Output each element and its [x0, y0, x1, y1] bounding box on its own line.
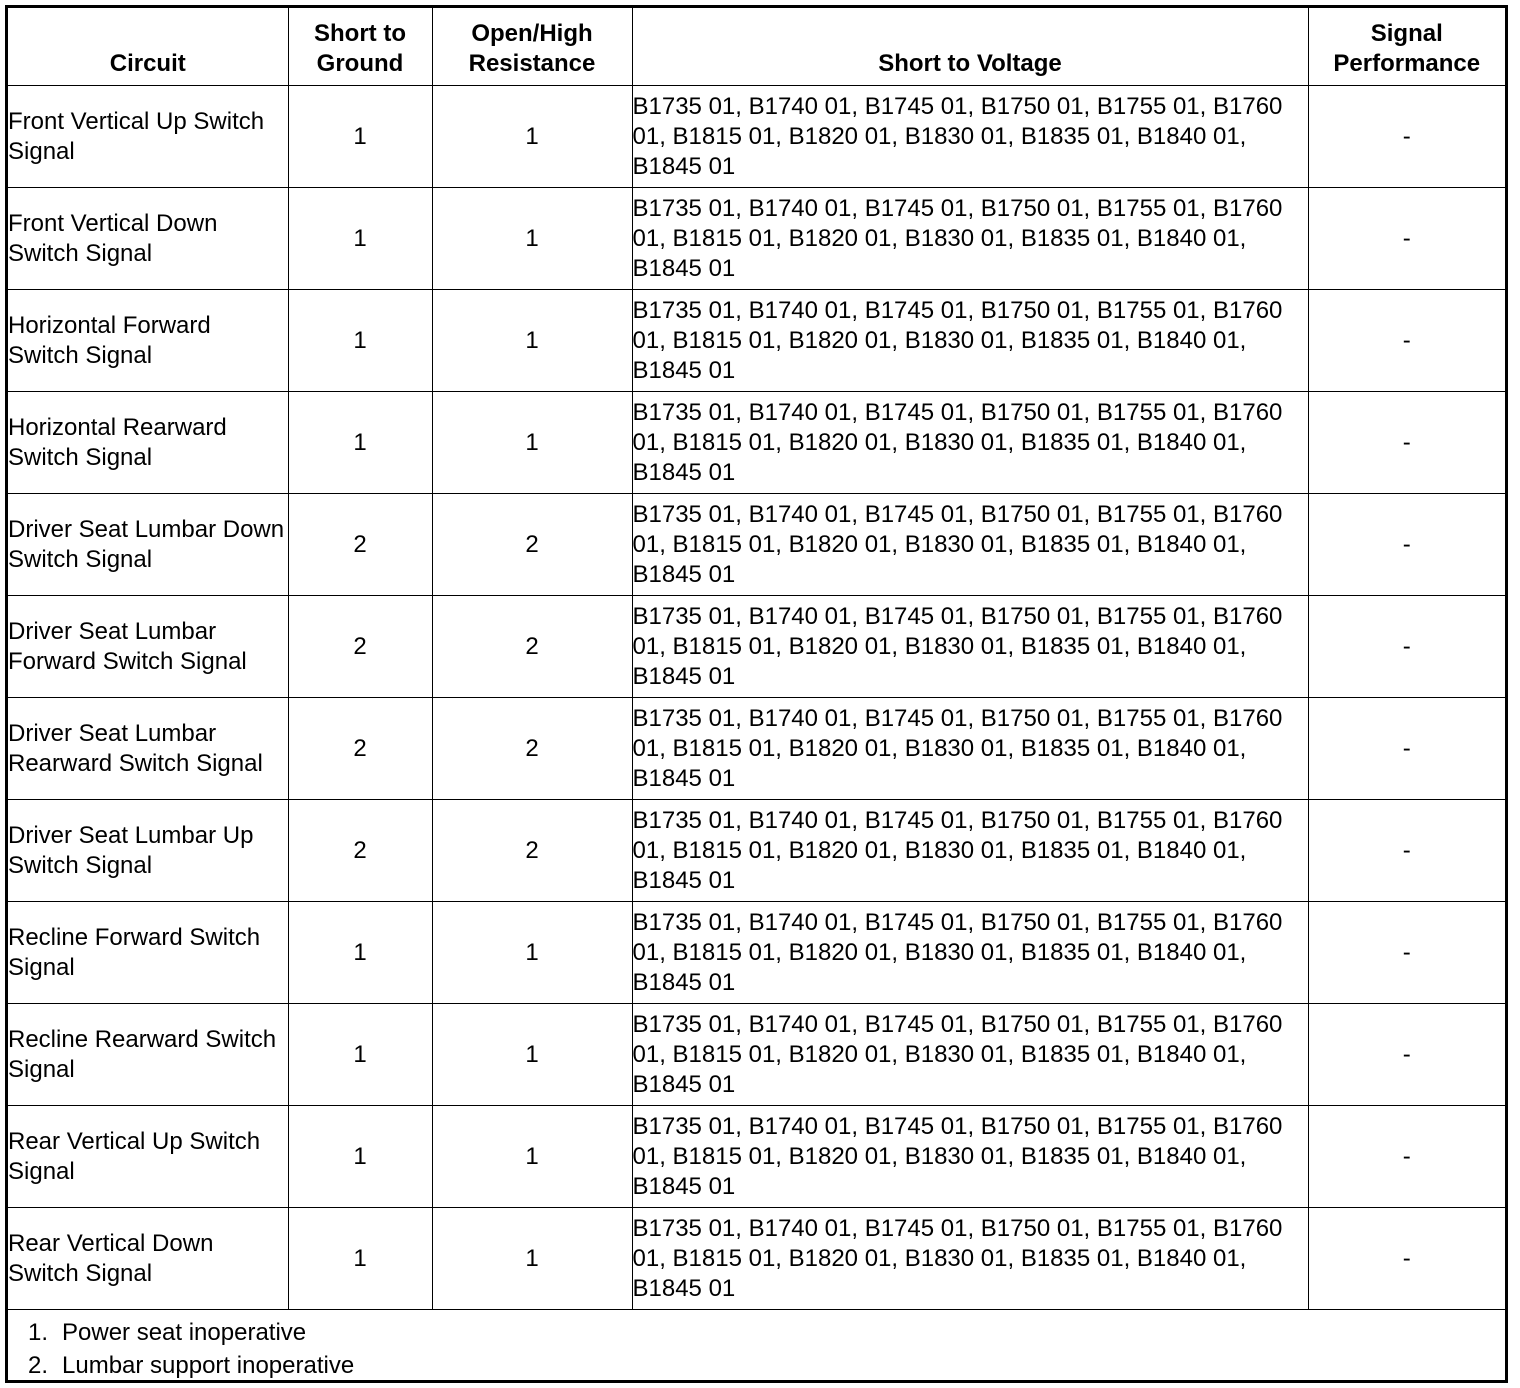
circuit-cell: Rear Vertical Up Switch Signal [8, 1106, 288, 1208]
circuit-cell: Recline Forward Switch Signal [8, 902, 288, 1004]
short-to-ground-cell: 2 [288, 596, 432, 698]
circuit-cell: Front Vertical Up Switch Signal [8, 86, 288, 188]
short-to-ground-cell: 2 [288, 800, 432, 902]
short-to-voltage-cell: B1735 01, B1740 01, B1745 01, B1750 01, B1755 01, B1760 01, B1815 01, B1820 01, B1830 01, B1835 01, B1840 01, B1845 01 [632, 188, 1308, 290]
signal-performance-cell: - [1308, 290, 1505, 392]
open-high-resistance-cell: 1 [432, 1208, 632, 1310]
short-to-voltage-cell: B1735 01, B1740 01, B1745 01, B1750 01, B1755 01, B1760 01, B1815 01, B1820 01, B1830 01, B1835 01, B1840 01, B1845 01 [632, 290, 1308, 392]
table-header-row [8, 8, 1505, 86]
short-to-ground-cell: 2 [288, 698, 432, 800]
footnote-text: Power seat inoperative [62, 1319, 307, 1346]
table-row [8, 290, 1505, 392]
open-high-resistance-cell: 1 [432, 902, 632, 1004]
open-high-resistance-cell: 2 [432, 494, 632, 596]
circuit-cell: Driver Seat Lumbar Down Switch Signal [8, 494, 288, 596]
table-row [8, 1106, 1505, 1208]
short-to-ground-cell: 1 [288, 188, 432, 290]
table-row [8, 596, 1505, 698]
table-row [8, 86, 1505, 188]
short-to-ground-cell: 1 [288, 290, 432, 392]
open-high-resistance-cell: 2 [432, 698, 632, 800]
short-to-ground-cell: 1 [288, 902, 432, 1004]
table-row [8, 902, 1505, 1004]
table-row [8, 698, 1505, 800]
short-to-voltage-cell: B1735 01, B1740 01, B1745 01, B1750 01, B1755 01, B1760 01, B1815 01, B1820 01, B1830 01, B1835 01, B1840 01, B1845 01 [632, 494, 1308, 596]
short-to-voltage-cell: B1735 01, B1740 01, B1745 01, B1750 01, B1755 01, B1760 01, B1815 01, B1820 01, B1830 01, B1835 01, B1840 01, B1845 01 [632, 392, 1308, 494]
footnote-number: 2. [28, 1352, 49, 1379]
footnote-item [8, 1349, 1505, 1382]
circuit-cell: Driver Seat Lumbar Forward Switch Signal [8, 596, 288, 698]
signal-performance-cell: - [1308, 1004, 1505, 1106]
signal-performance-cell: - [1308, 902, 1505, 1004]
circuit-cell: Recline Rearward Switch Signal [8, 1004, 288, 1106]
signal-performance-cell: - [1308, 188, 1505, 290]
open-high-resistance-cell: 2 [432, 800, 632, 902]
circuit-cell: Rear Vertical Down Switch Signal [8, 1208, 288, 1310]
short-to-ground-cell: 1 [288, 1208, 432, 1310]
signal-performance-cell: - [1308, 698, 1505, 800]
header-short-to-ground: Short to Ground [288, 8, 432, 86]
circuit-cell: Driver Seat Lumbar Rearward Switch Signal [8, 698, 288, 800]
open-high-resistance-cell: 1 [432, 1106, 632, 1208]
footnote-text: Lumbar support inoperative [62, 1352, 355, 1379]
signal-performance-cell: - [1308, 800, 1505, 902]
header-open-high-resistance: Open/High Resistance [432, 8, 632, 86]
circuit-diagnostic-table [8, 8, 1505, 1310]
short-to-ground-cell: 2 [288, 494, 432, 596]
table-row [8, 1208, 1505, 1310]
short-to-voltage-cell: B1735 01, B1740 01, B1745 01, B1750 01, B1755 01, B1760 01, B1815 01, B1820 01, B1830 01, B1835 01, B1840 01, B1845 01 [632, 86, 1308, 188]
footnote-number: 1. [28, 1319, 49, 1346]
circuit-cell: Horizontal Forward Switch Signal [8, 290, 288, 392]
signal-performance-cell: - [1308, 494, 1505, 596]
circuit-cell: Driver Seat Lumbar Up Switch Signal [8, 800, 288, 902]
open-high-resistance-cell: 1 [432, 1004, 632, 1106]
signal-performance-cell: - [1308, 596, 1505, 698]
table-row [8, 800, 1505, 902]
open-high-resistance-cell: 1 [432, 86, 632, 188]
short-to-voltage-cell: B1735 01, B1740 01, B1745 01, B1750 01, B1755 01, B1760 01, B1815 01, B1820 01, B1830 01, B1835 01, B1840 01, B1845 01 [632, 596, 1308, 698]
footnotes [8, 1309, 1505, 1382]
signal-performance-cell: - [1308, 86, 1505, 188]
circuit-diagnostic-table-frame [5, 5, 1508, 1383]
open-high-resistance-cell: 1 [432, 188, 632, 290]
signal-performance-cell: - [1308, 392, 1505, 494]
short-to-ground-cell: 1 [288, 86, 432, 188]
short-to-ground-cell: 1 [288, 1004, 432, 1106]
short-to-voltage-cell: B1735 01, B1740 01, B1745 01, B1750 01, B1755 01, B1760 01, B1815 01, B1820 01, B1830 01, B1835 01, B1840 01, B1845 01 [632, 698, 1308, 800]
short-to-ground-cell: 1 [288, 392, 432, 494]
short-to-voltage-cell: B1735 01, B1740 01, B1745 01, B1750 01, B1755 01, B1760 01, B1815 01, B1820 01, B1830 01, B1835 01, B1840 01, B1845 01 [632, 1208, 1308, 1310]
header-signal-performance: Signal Performance [1308, 8, 1505, 86]
short-to-ground-cell: 1 [288, 1106, 432, 1208]
footnote-item [8, 1316, 1505, 1349]
header-circuit: Circuit [8, 8, 288, 86]
table-row [8, 392, 1505, 494]
signal-performance-cell: - [1308, 1208, 1505, 1310]
short-to-voltage-cell: B1735 01, B1740 01, B1745 01, B1750 01, B1755 01, B1760 01, B1815 01, B1820 01, B1830 01, B1835 01, B1840 01, B1845 01 [632, 800, 1308, 902]
short-to-voltage-cell: B1735 01, B1740 01, B1745 01, B1750 01, B1755 01, B1760 01, B1815 01, B1820 01, B1830 01, B1835 01, B1840 01, B1845 01 [632, 1004, 1308, 1106]
signal-performance-cell: - [1308, 1106, 1505, 1208]
circuit-cell: Horizontal Rearward Switch Signal [8, 392, 288, 494]
circuit-cell: Front Vertical Down Switch Signal [8, 188, 288, 290]
header-short-to-voltage: Short to Voltage [632, 8, 1308, 86]
open-high-resistance-cell: 1 [432, 290, 632, 392]
open-high-resistance-cell: 1 [432, 392, 632, 494]
table-row [8, 494, 1505, 596]
short-to-voltage-cell: B1735 01, B1740 01, B1745 01, B1750 01, B1755 01, B1760 01, B1815 01, B1820 01, B1830 01, B1835 01, B1840 01, B1845 01 [632, 902, 1308, 1004]
open-high-resistance-cell: 2 [432, 596, 632, 698]
table-row [8, 1004, 1505, 1106]
table-row [8, 188, 1505, 290]
short-to-voltage-cell: B1735 01, B1740 01, B1745 01, B1750 01, B1755 01, B1760 01, B1815 01, B1820 01, B1830 01, B1835 01, B1840 01, B1845 01 [632, 1106, 1308, 1208]
